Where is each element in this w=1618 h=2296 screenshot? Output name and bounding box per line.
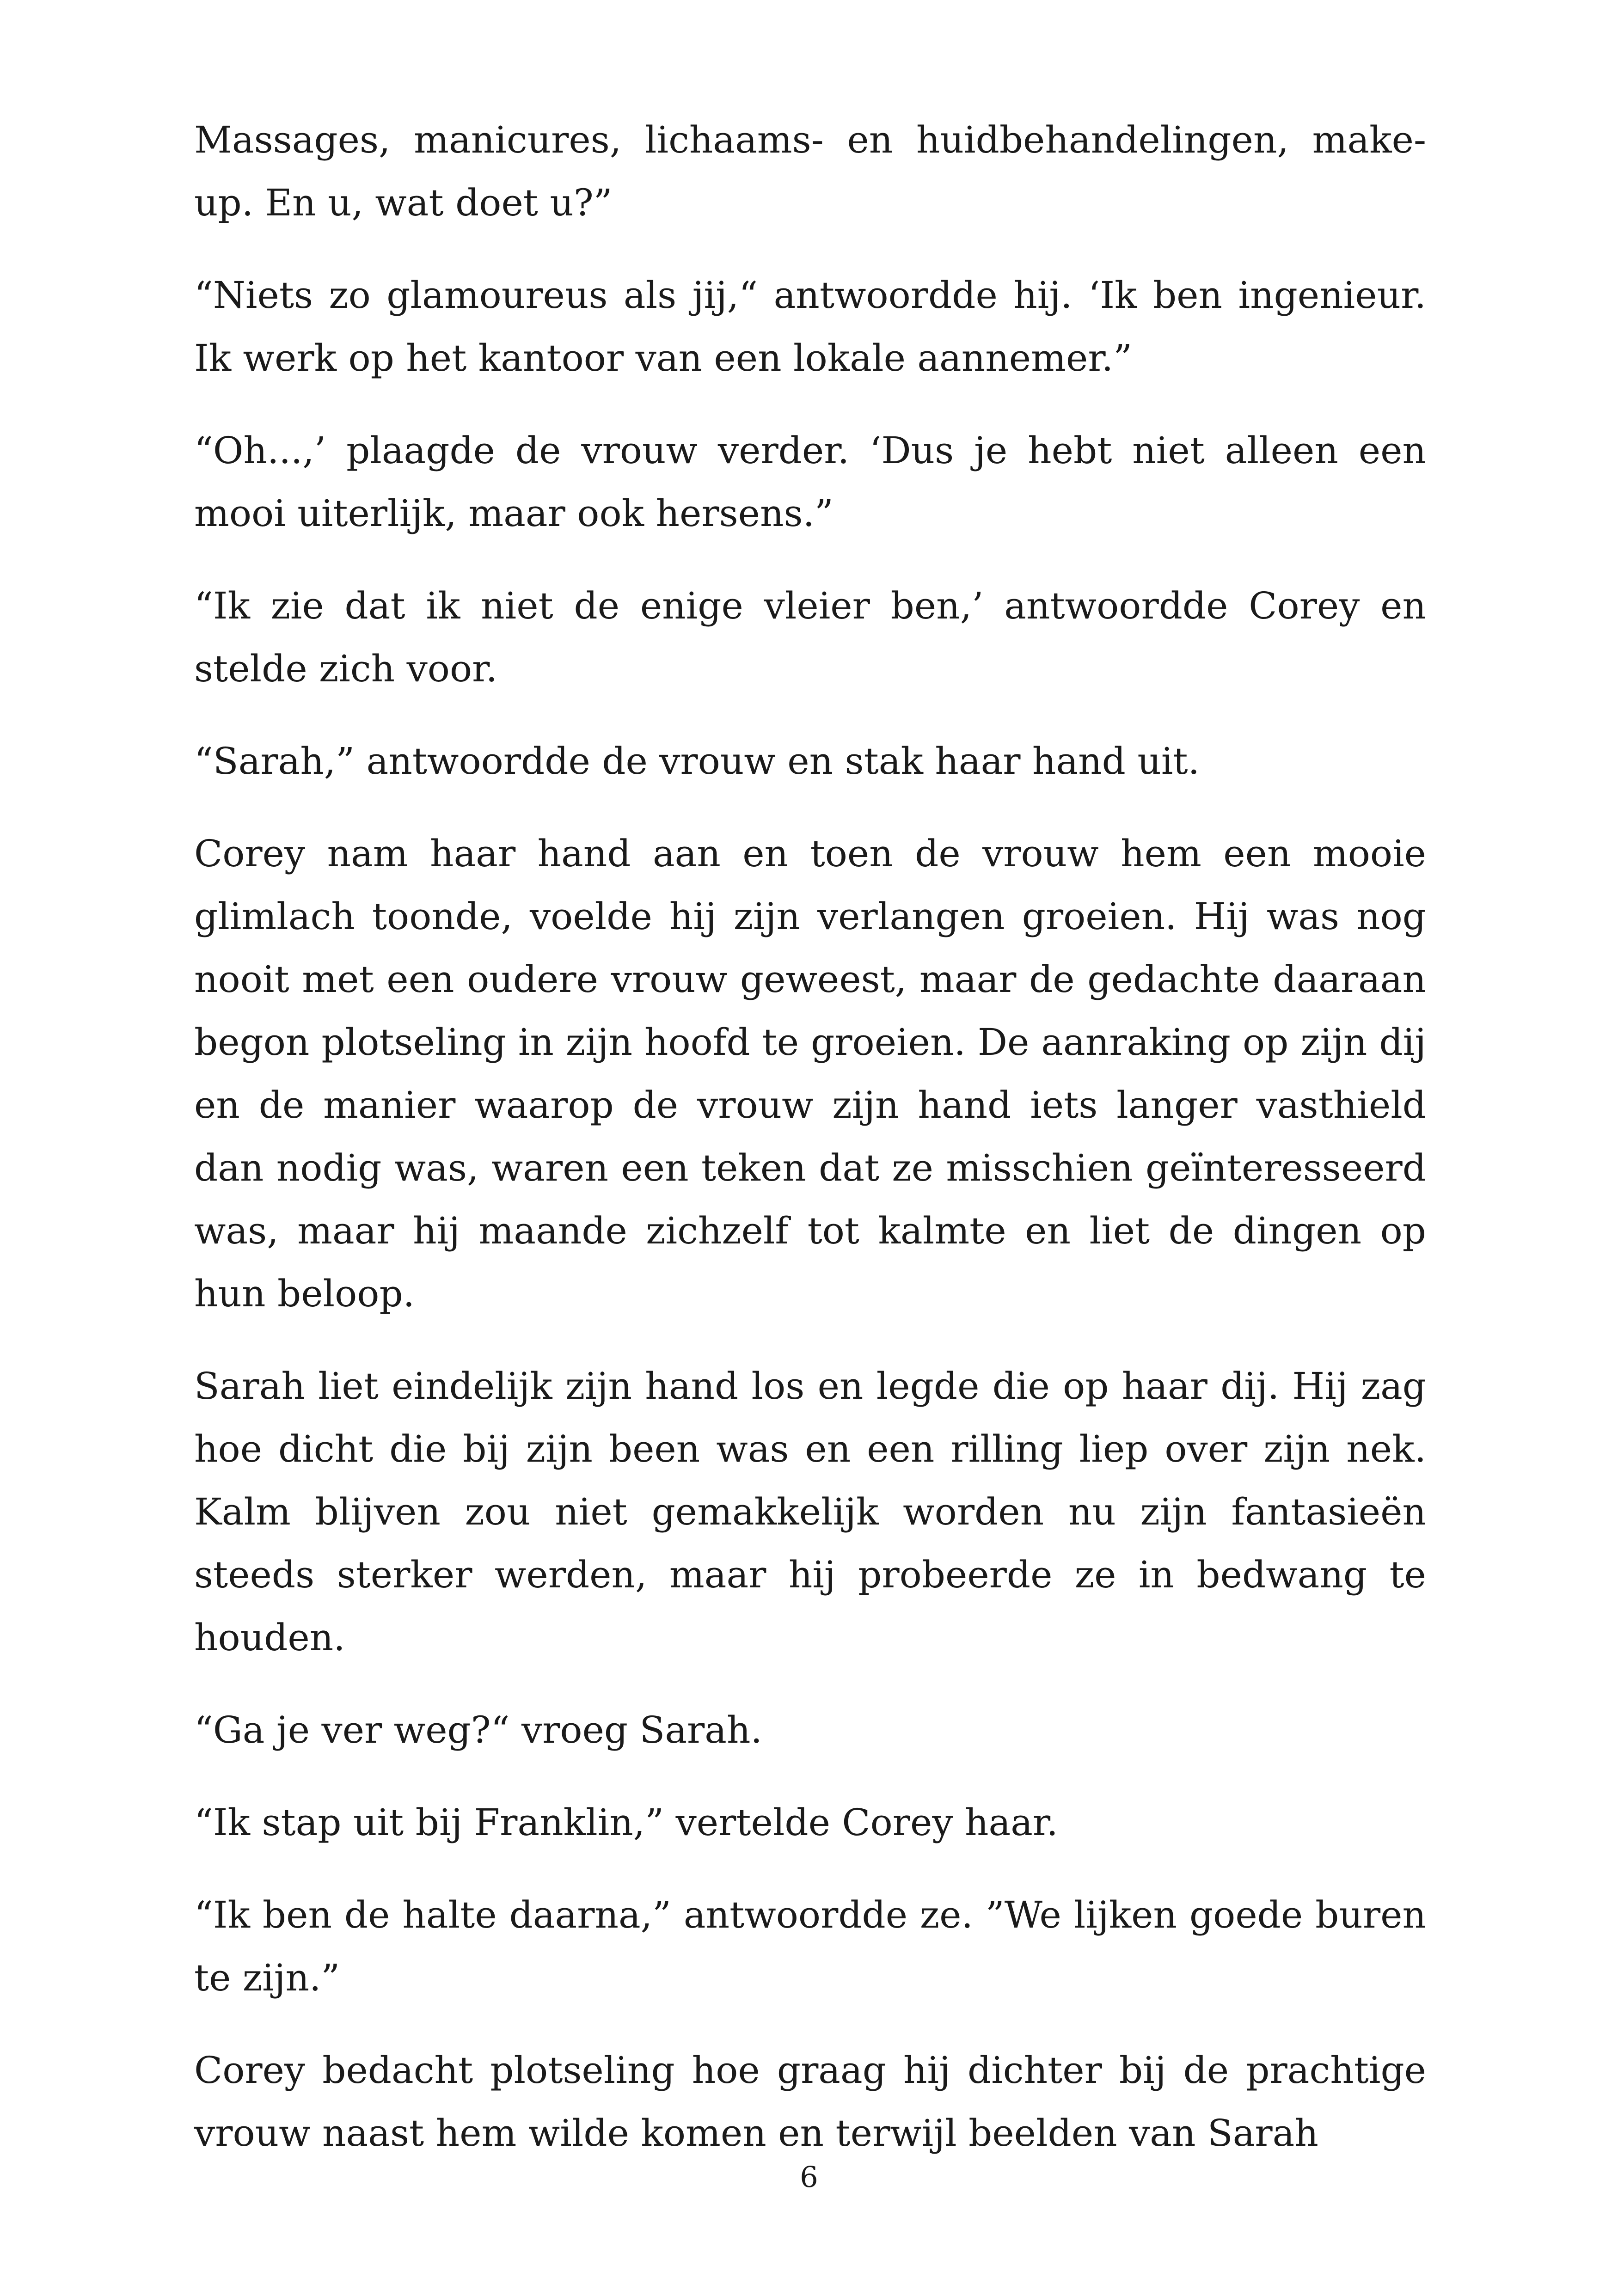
paragraph-8: “Ga je ver weg?“ vroeg Sarah. <box>194 1708 762 1751</box>
body-text <box>194 109 1426 2194</box>
paragraph-3: “Oh...,’ plaagde de vrouw verder. ‘Dus je hebt niet alleen een mooi uiterlijk, maar ook hersens.” <box>194 429 1426 535</box>
paragraph-9: “Ik stap uit bij Franklin,” vertelde Corey haar. <box>194 1801 1058 1844</box>
paragraph-1: Massages, manicures, lichaams- en huidbehandelingen, make-up. En u, wat doet u?” <box>194 118 1426 224</box>
paragraph-11: Corey bedacht plotseling hoe graag hij dichter bij de prachtige vrouw naast hem wilde komen en terwijl beelden van Sarah <box>194 2049 1426 2155</box>
paragraph-10: “Ik ben de halte daarna,” antwoordde ze. ”We lijken goede buren te zijn.” <box>194 1893 1426 1999</box>
paragraph-5: “Sarah,” antwoordde de vrouw en stak haar hand uit. <box>194 740 1200 783</box>
paragraph-2: “Niets zo glamoureus als jij,“ antwoordde hij. ‘Ik ben ingenieur. Ik werk op het kantoor van een lokale aannemer.” <box>194 274 1426 380</box>
page-number: 6 <box>800 2160 818 2194</box>
paragraph-6: Corey nam haar hand aan en toen de vrouw hem een mooie glimlach toonde, voelde hij zijn verlangen groeien. Hij was nog nooit met een oudere vrouw geweest, maar de gedachte daaraan begon plotseling in zijn hoofd te groeien. De aanraking op zijn dij en de manier waarop de vrouw zijn hand iets langer vasthield dan nodig was, waren een teken dat ze misschien geïnteresseerd was, maar hij maande zichzelf tot kalmte en liet de dingen op hun beloop. <box>194 832 1426 1315</box>
paragraph-4: “Ik zie dat ik niet de enige vleier ben,’ antwoordde Corey en stelde zich voor. <box>194 584 1426 690</box>
paragraph-7: Sarah liet eindelijk zijn hand los en legde die op haar dij. Hij zag hoe dicht die bij zijn been was en een rilling liep over zijn nek. Kalm blijven zou niet gemakkelijk worden nu zijn fantasieën steeds sterker werden, maar hij probeerde ze in bedwang te houden. <box>194 1365 1426 1659</box>
